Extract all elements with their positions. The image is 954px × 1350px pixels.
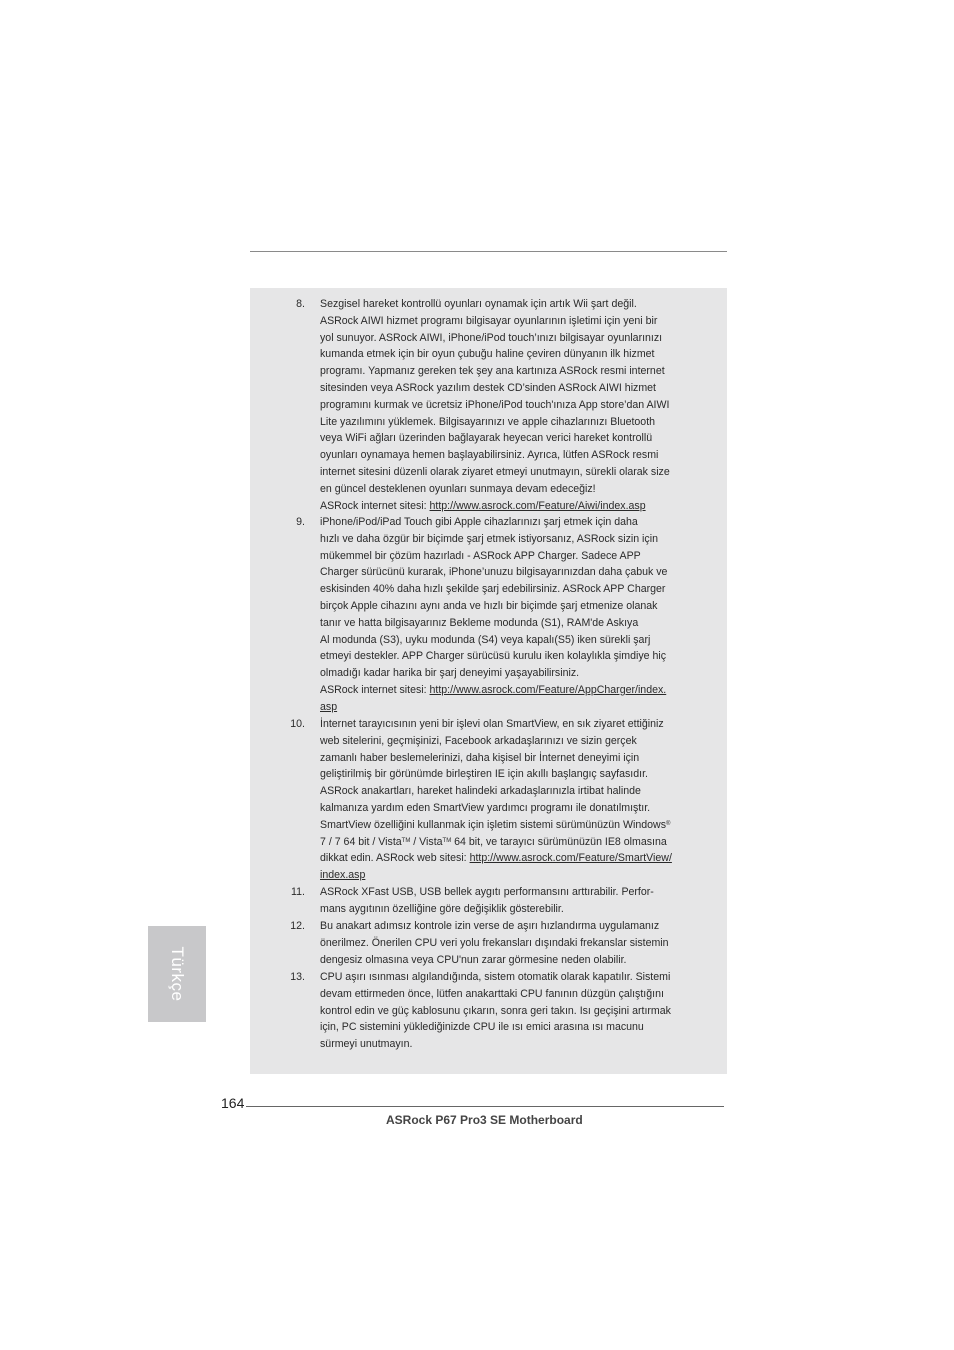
item-text [320, 817, 670, 834]
item-text: önerilmez. Önerilen CPU veri yolu frekansları dışındaki frekanslar sistemin [320, 936, 669, 949]
item-text: kalmanıza yardım eden SmartView yardımcı programı ile donatılmıştır. [320, 802, 651, 814]
notes-panel [250, 288, 727, 1074]
item-text: internet sitesini düzenli olarak ziyaret etmeyi unutmayın, sürekli olarak size [320, 466, 670, 478]
item-text: İnternet tarayıcısının yeni bir işlevi olan SmartView, en sık ziyaret ettiğiniz [320, 718, 664, 730]
item-text: mükemmel bir çözüm hazırladı - ASRock APP Charger. Sadece APP [320, 549, 641, 562]
item-number: 9. [296, 516, 305, 528]
link-prefix: ASRock internet sitesi: [320, 499, 430, 512]
item-link-line [320, 682, 666, 699]
item-text: oyunları oynamaya hemen başlayabilirsiniz. Ayrıca, lütfen ASRock resmi [320, 449, 659, 462]
item-number: 13. [290, 971, 305, 983]
item-text: Lite yazılımını yüklemek. Bilgisayarınızı ve apple cihazlarınızı Bluetooth [320, 415, 656, 428]
item-text: etmeyi destekler. APP Charger sürücüsü kurulu iken kolaylıkla şimdiye hiç [320, 650, 667, 663]
item-text: birçok Apple cihazını aynı anda ve hızlı bir biçimde şarj etmenize olanak [320, 600, 658, 612]
browser-requirement-text: 64 bit, ve tarayıcı sürümünüzün IE8 olmasına [451, 835, 667, 848]
link-prefix: dikkat edin. ASRock web sitesi: [320, 852, 470, 865]
footer-rule [246, 1106, 724, 1107]
item-link-line [320, 850, 672, 867]
item-number: 11. [291, 886, 305, 898]
item-text: sitesinden veya ASRock yazılım destek CD’sinden ASRock AIWI hizmet [320, 382, 657, 394]
item-text: Charger sürücünü kurarak, iPhone’unuzu bilgisayarınızdan daha çabuk ve [320, 566, 668, 579]
smartview-link[interactable]: http://www.asrock.com/Feature/SmartView/ [469, 852, 672, 865]
header-rule [250, 251, 727, 252]
item-text: geliştirilmiş bir görünümde birleştiren IE için akıllı başlangıç sayfasıdır. [320, 768, 648, 781]
item-text: sürmeyi unutmayın. [320, 1038, 413, 1051]
item-text: Al modunda (S3), uyku modunda (S4) veya kapalı(S5) iken sürekli şarj [320, 633, 651, 646]
item-number: 8. [296, 298, 305, 310]
item-text: yol sunuyor. ASRock AIWI, iPhone/iPod touch’ınızı bilgisayar oyunlarınızı [320, 331, 663, 344]
item-text: devam ettirmeden önce, lütfen anakarttaki CPU fanının düzgün çalıştığını [320, 987, 664, 1000]
windows-requirement-text: SmartView özelliğini kullanmak için işletim sistemi sürümünüzün Windows [320, 818, 666, 831]
item-text: ASRock XFast USB, USB bellek aygıtı performansını arttırabilir. Perfor- [320, 886, 654, 898]
item-text: kontrol edin ve güç kablosunu çıkarın, sonra geri takın. Isı geçişini artırmak [320, 1004, 671, 1017]
trademark-mark: TM [442, 837, 452, 844]
item-text: tanır ve hatta bilgisayarınız Bekleme modunda (S1), RAM'de Askıya [320, 616, 639, 629]
item-text: Sezgisel hareket kontrollü oyunları oynamak için artık Wii şart değil. [320, 298, 637, 310]
registered-mark: ® [666, 820, 671, 827]
vista-text: 7 / 7 64 bit / Vista [320, 835, 402, 848]
app-charger-link[interactable]: http://www.asrock.com/Feature/AppCharger/index. [429, 684, 667, 696]
page-number: 164 [221, 1095, 245, 1111]
item-text: Bu anakart adımsız kontrole izin verse de aşırı hızlandırma uygulamanız [320, 920, 660, 932]
item-number: 12. [290, 920, 305, 932]
item-text: kumanda etmek için bir oyun çubuğu haline çeviren dünyanın ilk hizmet [320, 348, 655, 361]
item-text: zamanlı haber beslemelerinizi, daha kişisel bir İnternet deneyimi için [320, 751, 640, 764]
item-text: veya WiFi ağları üzerinden bağlayarak heyecan verici hareket kontrollü [320, 432, 653, 445]
language-tab [148, 926, 206, 1022]
item-text: için, PC sistemini yüklediğinizde CPU ile ısı emici arasına ısı macunu [320, 1021, 644, 1034]
item-text: programını kurmak ve ücretsiz iPhone/iPod touch'ınıza App store’dan AIWI [320, 398, 670, 411]
item-text: eskisinden 40% daha hızlı şekilde şarj edebilirsiniz. ASRock APP Charger [320, 583, 666, 596]
item-text: iPhone/iPod/iPad Touch gibi Apple cihazlarınızı şarj etmek için daha [320, 516, 638, 528]
item-text: CPU aşırı ısınması algılandığında, sistem otomatik olarak kapatılır. Sistemi [320, 971, 671, 983]
item-link-line [320, 699, 337, 716]
item-text: olmadığı kadar harika bir şarj deneyimi yaşayabilirsiniz. [320, 667, 580, 680]
item-text: mans aygıtının özelliğine göre değişiklik gösterebilir. [320, 902, 564, 915]
item-text: en güncel desteklenen oyunları sunmaya devam edeceğiz! [320, 482, 596, 495]
item-text: programı. Yapmanız gereken tek şey ana kartınıza ASRock resmi internet [320, 365, 665, 378]
item-text: web sitelerini, geçmişinizi, Facebook arkadaşlarınızı ve sizin gerçek [320, 734, 637, 747]
link-prefix: ASRock internet sitesi: [320, 684, 430, 696]
vista-text: / Vista [410, 835, 443, 848]
item-text: ASRock AIWI hizmet programı bilgisayar oyunlarının işletimi için yeni bir [320, 314, 658, 327]
language-label: Türkçe [168, 946, 187, 1002]
aiwi-link[interactable]: http://www.asrock.com/Feature/Aiwi/index.asp [429, 499, 646, 512]
smartview-link-cont[interactable]: index.asp [320, 869, 366, 882]
app-charger-link-cont[interactable]: asp [320, 700, 338, 713]
item-text [320, 834, 667, 851]
item-text: hızlı ve daha özgür bir biçimde şarj etmek istiyorsanız, ASRock sizin için [320, 532, 658, 545]
item-link-line [320, 498, 646, 515]
trademark-mark: TM [401, 837, 411, 844]
item-text: ASRock anakartları, hareket halindeki arkadaşlarınızla irtibat halinde [320, 785, 641, 798]
item-link-line [320, 867, 365, 884]
item-number: 10. [290, 718, 305, 730]
item-text: dengesiz olmasına veya CPU'nun zarar görmesine neden olabilir. [320, 953, 627, 966]
footer-product-title: ASRock P67 Pro3 SE Motherboard [386, 1113, 583, 1127]
